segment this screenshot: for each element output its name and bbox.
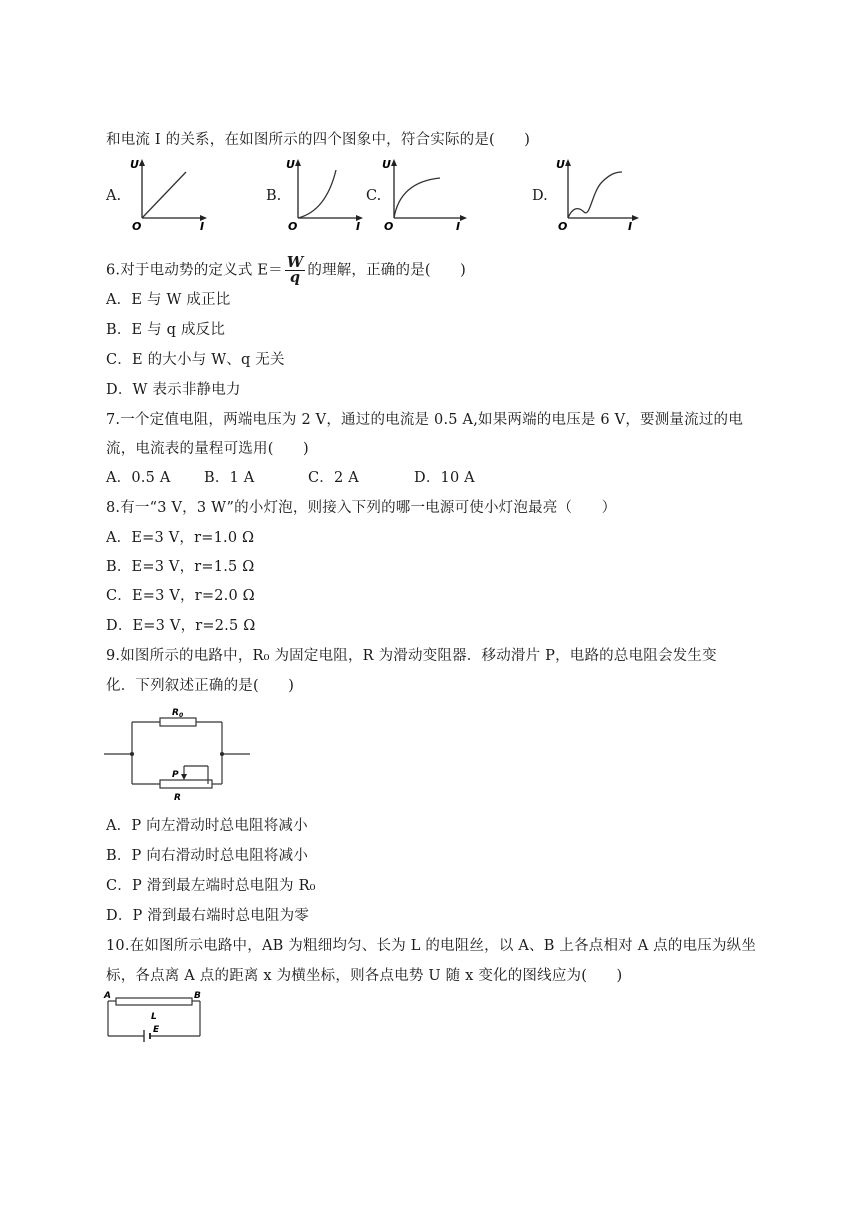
graph-a-linear	[130, 156, 210, 234]
q5-stem: 和电流 I 的关系，在如图所示的四个图象中，符合实际的是( )	[106, 132, 531, 148]
q9-option-d[interactable]: D．P 滑到最右端时总电阻为零	[106, 908, 309, 924]
q10-stem-line2: 标，各点离 A 点的距离 x 为横坐标，则各点电势 U 随 x 变化的图线应为( )	[106, 968, 623, 984]
axis-u-label: U	[382, 158, 391, 171]
q5-option-d-label: D.	[532, 188, 548, 204]
q9-circuit-diagram	[104, 704, 254, 804]
q6-option-c[interactable]: C．E 的大小与 W、q 无关	[106, 352, 285, 368]
axis-i-label: I	[356, 220, 361, 233]
resistance-wire-ab	[116, 998, 192, 1005]
emf-formula-fraction	[285, 256, 305, 285]
r-rheostat	[160, 780, 212, 788]
q8-option-b[interactable]: B．E=3 V，r=1.5 Ω	[106, 559, 255, 575]
graph-d-s-curve	[556, 156, 646, 234]
axis-i-label: I	[200, 220, 205, 233]
q8-option-a[interactable]: A．E=3 V，r=1.0 Ω	[106, 530, 255, 546]
origin-label: O	[558, 220, 568, 233]
q6-stem-before: 6.对于电动势的定义式 E＝	[106, 262, 283, 279]
r0-label: $R_0$	[172, 708, 184, 719]
q10-circuit-diagram	[104, 990, 214, 1046]
q9-option-c[interactable]: C．P 滑到最左端时总电阻为 R₀	[106, 878, 316, 894]
q6-option-d[interactable]: D．W 表示非静电力	[106, 382, 241, 398]
axis-u-label: U	[286, 158, 295, 171]
point-a-label: A	[104, 991, 111, 1001]
axis-i-label: I	[628, 220, 633, 233]
q9-option-b[interactable]: B．P 向右滑动时总电阻将减小	[106, 848, 309, 864]
axis-u-label: U	[130, 158, 139, 171]
q8-option-d[interactable]: D．E=3 V，r=2.5 Ω	[106, 618, 256, 634]
length-l-label: L	[151, 1012, 157, 1022]
origin-label: O	[288, 220, 298, 233]
r0-resistor	[160, 718, 196, 726]
rheostat-r-label: R	[174, 793, 181, 803]
origin-label: O	[132, 220, 142, 233]
frac-denominator: q	[289, 269, 301, 286]
q7-stem-line2: 流，电流表的量程可选用( )	[106, 441, 309, 457]
graph-c-saturating-curve	[382, 156, 472, 234]
q7-option-c[interactable]: C．2 A	[308, 470, 359, 486]
q7-option-b[interactable]: B．1 A	[204, 470, 255, 486]
q5-option-b-label: B.	[266, 188, 282, 204]
q7-stem-line1: 7.一个定值电阻，两端电压为 2 V，通过的电流是 0.5 A,如果两端的电压是 6 V，要测量流过的电	[106, 412, 743, 428]
axis-i-label: I	[456, 220, 461, 233]
q5-option-a-label: A.	[106, 188, 122, 204]
q7-option-d[interactable]: D．10 A	[414, 470, 475, 486]
q8-stem: 8.有一“3 V，3 W”的小灯泡，则接入下列的哪一电源可使小灯泡最亮（ ）	[106, 500, 617, 516]
graph-b-upward-curve	[286, 156, 366, 234]
frac-numerator: W	[286, 254, 304, 271]
q8-option-c[interactable]: C．E=3 V，r=2.0 Ω	[106, 588, 255, 604]
slider-arrow	[181, 774, 187, 780]
origin-label: O	[384, 220, 394, 233]
q6-stem	[106, 256, 466, 285]
point-b-label: B	[194, 991, 201, 1001]
q9-stem-line2: 化．下列叙述正确的是( )	[106, 678, 295, 694]
q5-option-c-label: C.	[366, 188, 382, 204]
slider-p-label: P	[172, 770, 179, 780]
q9-stem-line1: 9.如图所示的电路中，R₀ 为固定电阻，R 为滑动变阻器．移动滑片 P，电路的总电阻会发生变	[106, 648, 717, 664]
emf-e-label: E	[153, 1025, 160, 1035]
q10-stem-line1: 10.在如图所示电路中，AB 为粗细均匀、长为 L 的电阻丝，以 A、B 上各点相对 A 点的电压为纵坐	[106, 938, 757, 954]
q9-option-a[interactable]: A．P 向左滑动时总电阻将减小	[106, 818, 308, 834]
q6-option-b[interactable]: B．E 与 q 成反比	[106, 322, 226, 338]
q7-option-a[interactable]: A．0.5 A	[106, 470, 171, 486]
axis-u-label: U	[556, 158, 565, 171]
q6-option-a[interactable]: A．E 与 W 成正比	[106, 292, 231, 308]
q6-stem-after: 的理解，正确的是( )	[307, 262, 467, 279]
